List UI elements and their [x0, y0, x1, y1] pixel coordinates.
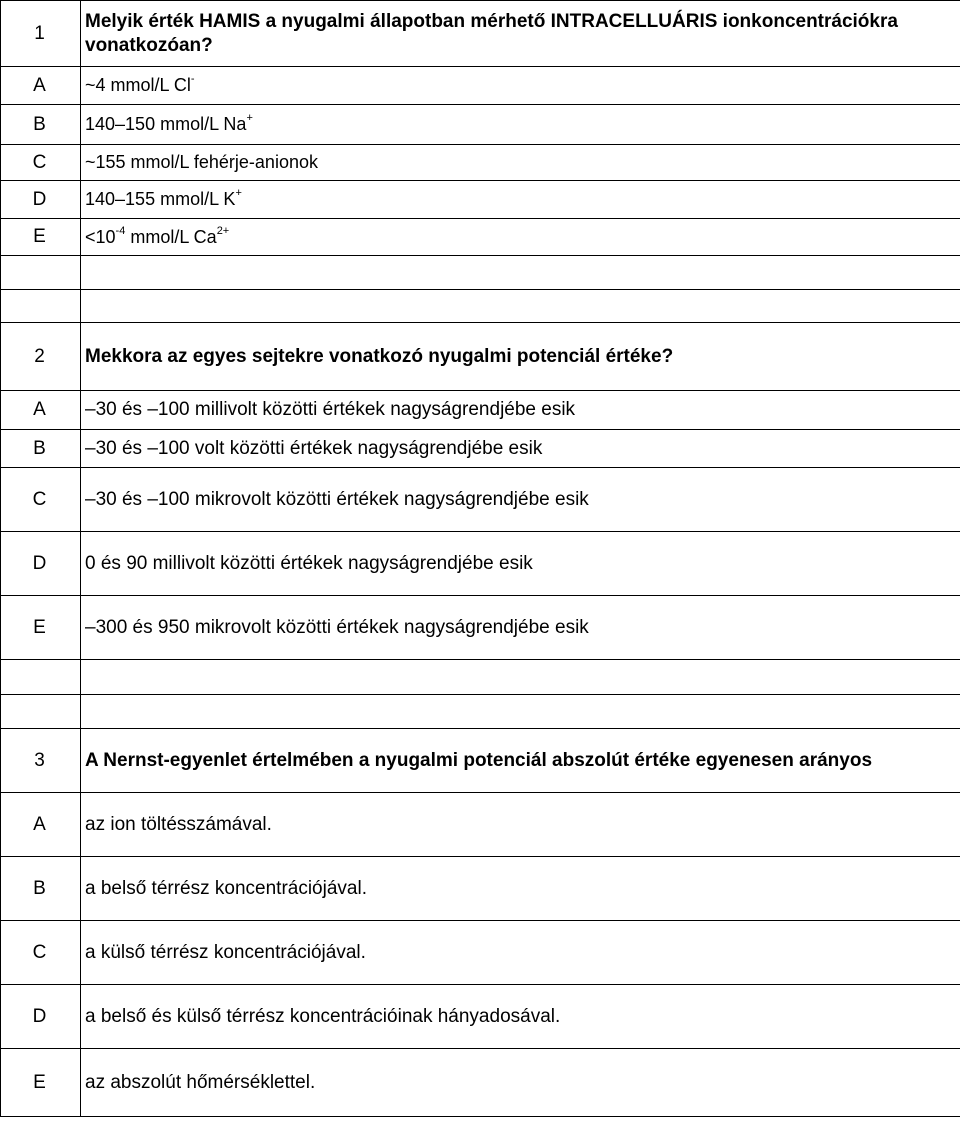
answer-row[interactable] — [1, 430, 960, 468]
answer-row[interactable] — [1, 985, 960, 1049]
charge-superscript: + — [235, 187, 242, 199]
answer-text: 0 és 90 millivolt közötti értékek nagyságrendjébe esik — [81, 532, 960, 596]
answer-row[interactable] — [1, 532, 960, 596]
question-row — [1, 1, 960, 67]
question-number: 1 — [1, 1, 81, 67]
spacer-row — [1, 660, 960, 695]
answer-text: –30 és –100 mikrovolt közötti értékek nagyságrendjébe esik — [81, 468, 960, 532]
answer-letter: C — [1, 145, 81, 181]
answer-text — [81, 181, 960, 219]
question-text: A Nernst-egyenlet értelmében a nyugalmi potenciál abszolút értéke egyenesen arányos — [81, 729, 960, 793]
question-text: Mekkora az egyes sejtekre vonatkozó nyugalmi potenciál értéke? — [81, 323, 960, 391]
exponent-superscript: -4 — [115, 224, 126, 237]
answer-row[interactable] — [1, 105, 960, 145]
answer-row[interactable] — [1, 596, 960, 660]
charge-superscript: - — [190, 73, 195, 85]
answer-letter: D — [1, 985, 81, 1049]
answer-text — [81, 219, 960, 256]
answer-pre: <10 — [85, 226, 116, 247]
answer-letter: E — [1, 219, 81, 256]
answer-letter: D — [1, 181, 81, 219]
answer-letter: A — [1, 391, 81, 430]
answer-text: –30 és –100 volt közötti értékek nagyságrendjébe esik — [81, 430, 960, 468]
answer-row[interactable] — [1, 793, 960, 857]
answer-letter: C — [1, 468, 81, 532]
spacer-row — [1, 695, 960, 729]
answer-text: –300 és 950 mikrovolt közötti értékek nagyságrendjébe esik — [81, 596, 960, 660]
question-number: 2 — [1, 323, 81, 391]
answer-text: a belső térrész koncentrációjával. — [81, 857, 960, 921]
charge-superscript: + — [246, 112, 253, 124]
answer-text — [81, 67, 960, 105]
answer-letter: D — [1, 532, 81, 596]
answer-text — [81, 105, 960, 145]
spacer-row — [1, 290, 960, 323]
answer-letter: A — [1, 67, 81, 105]
answer-letter: B — [1, 105, 81, 145]
answer-row[interactable] — [1, 391, 960, 430]
answer-main: ~4 mmol/L Cl — [85, 75, 191, 95]
question-number: 3 — [1, 729, 81, 793]
answer-letter: C — [1, 921, 81, 985]
answer-row[interactable] — [1, 468, 960, 532]
question-text: Melyik érték HAMIS a nyugalmi állapotban mérhető INTRACELLUÁRIS ionkoncentrációkra vonatkozóan? — [81, 1, 960, 67]
answer-row[interactable] — [1, 67, 960, 105]
answer-row[interactable] — [1, 219, 960, 256]
answer-main: 140–155 mmol/L K — [85, 189, 236, 209]
spacer-row — [1, 256, 960, 290]
answer-row[interactable] — [1, 857, 960, 921]
answer-text: a külső térrész koncentrációjával. — [81, 921, 960, 985]
answer-row[interactable] — [1, 181, 960, 219]
answer-text: az ion töltésszámával. — [81, 793, 960, 857]
answer-text: az abszolút hőmérséklettel. — [81, 1049, 960, 1117]
answer-text: –30 és –100 millivolt közötti értékek nagyságrendjébe esik — [81, 391, 960, 430]
question-row — [1, 323, 960, 391]
answer-row[interactable] — [1, 1049, 960, 1117]
answer-row[interactable] — [1, 921, 960, 985]
answer-main: mmol/L Ca — [125, 226, 217, 247]
answer-letter: A — [1, 793, 81, 857]
answer-letter: B — [1, 430, 81, 468]
answer-letter: E — [1, 596, 81, 660]
answer-text: ~155 mmol/L fehérje-anionok — [81, 145, 960, 181]
answer-letter: E — [1, 1049, 81, 1117]
answer-text: a belső és külső térrész koncentrációinak hányadosával. — [81, 985, 960, 1049]
question-row — [1, 729, 960, 793]
charge-superscript: 2+ — [216, 224, 230, 237]
answer-letter: B — [1, 857, 81, 921]
answer-row[interactable] — [1, 145, 960, 181]
answer-main: 140–150 mmol/L Na — [85, 114, 247, 134]
